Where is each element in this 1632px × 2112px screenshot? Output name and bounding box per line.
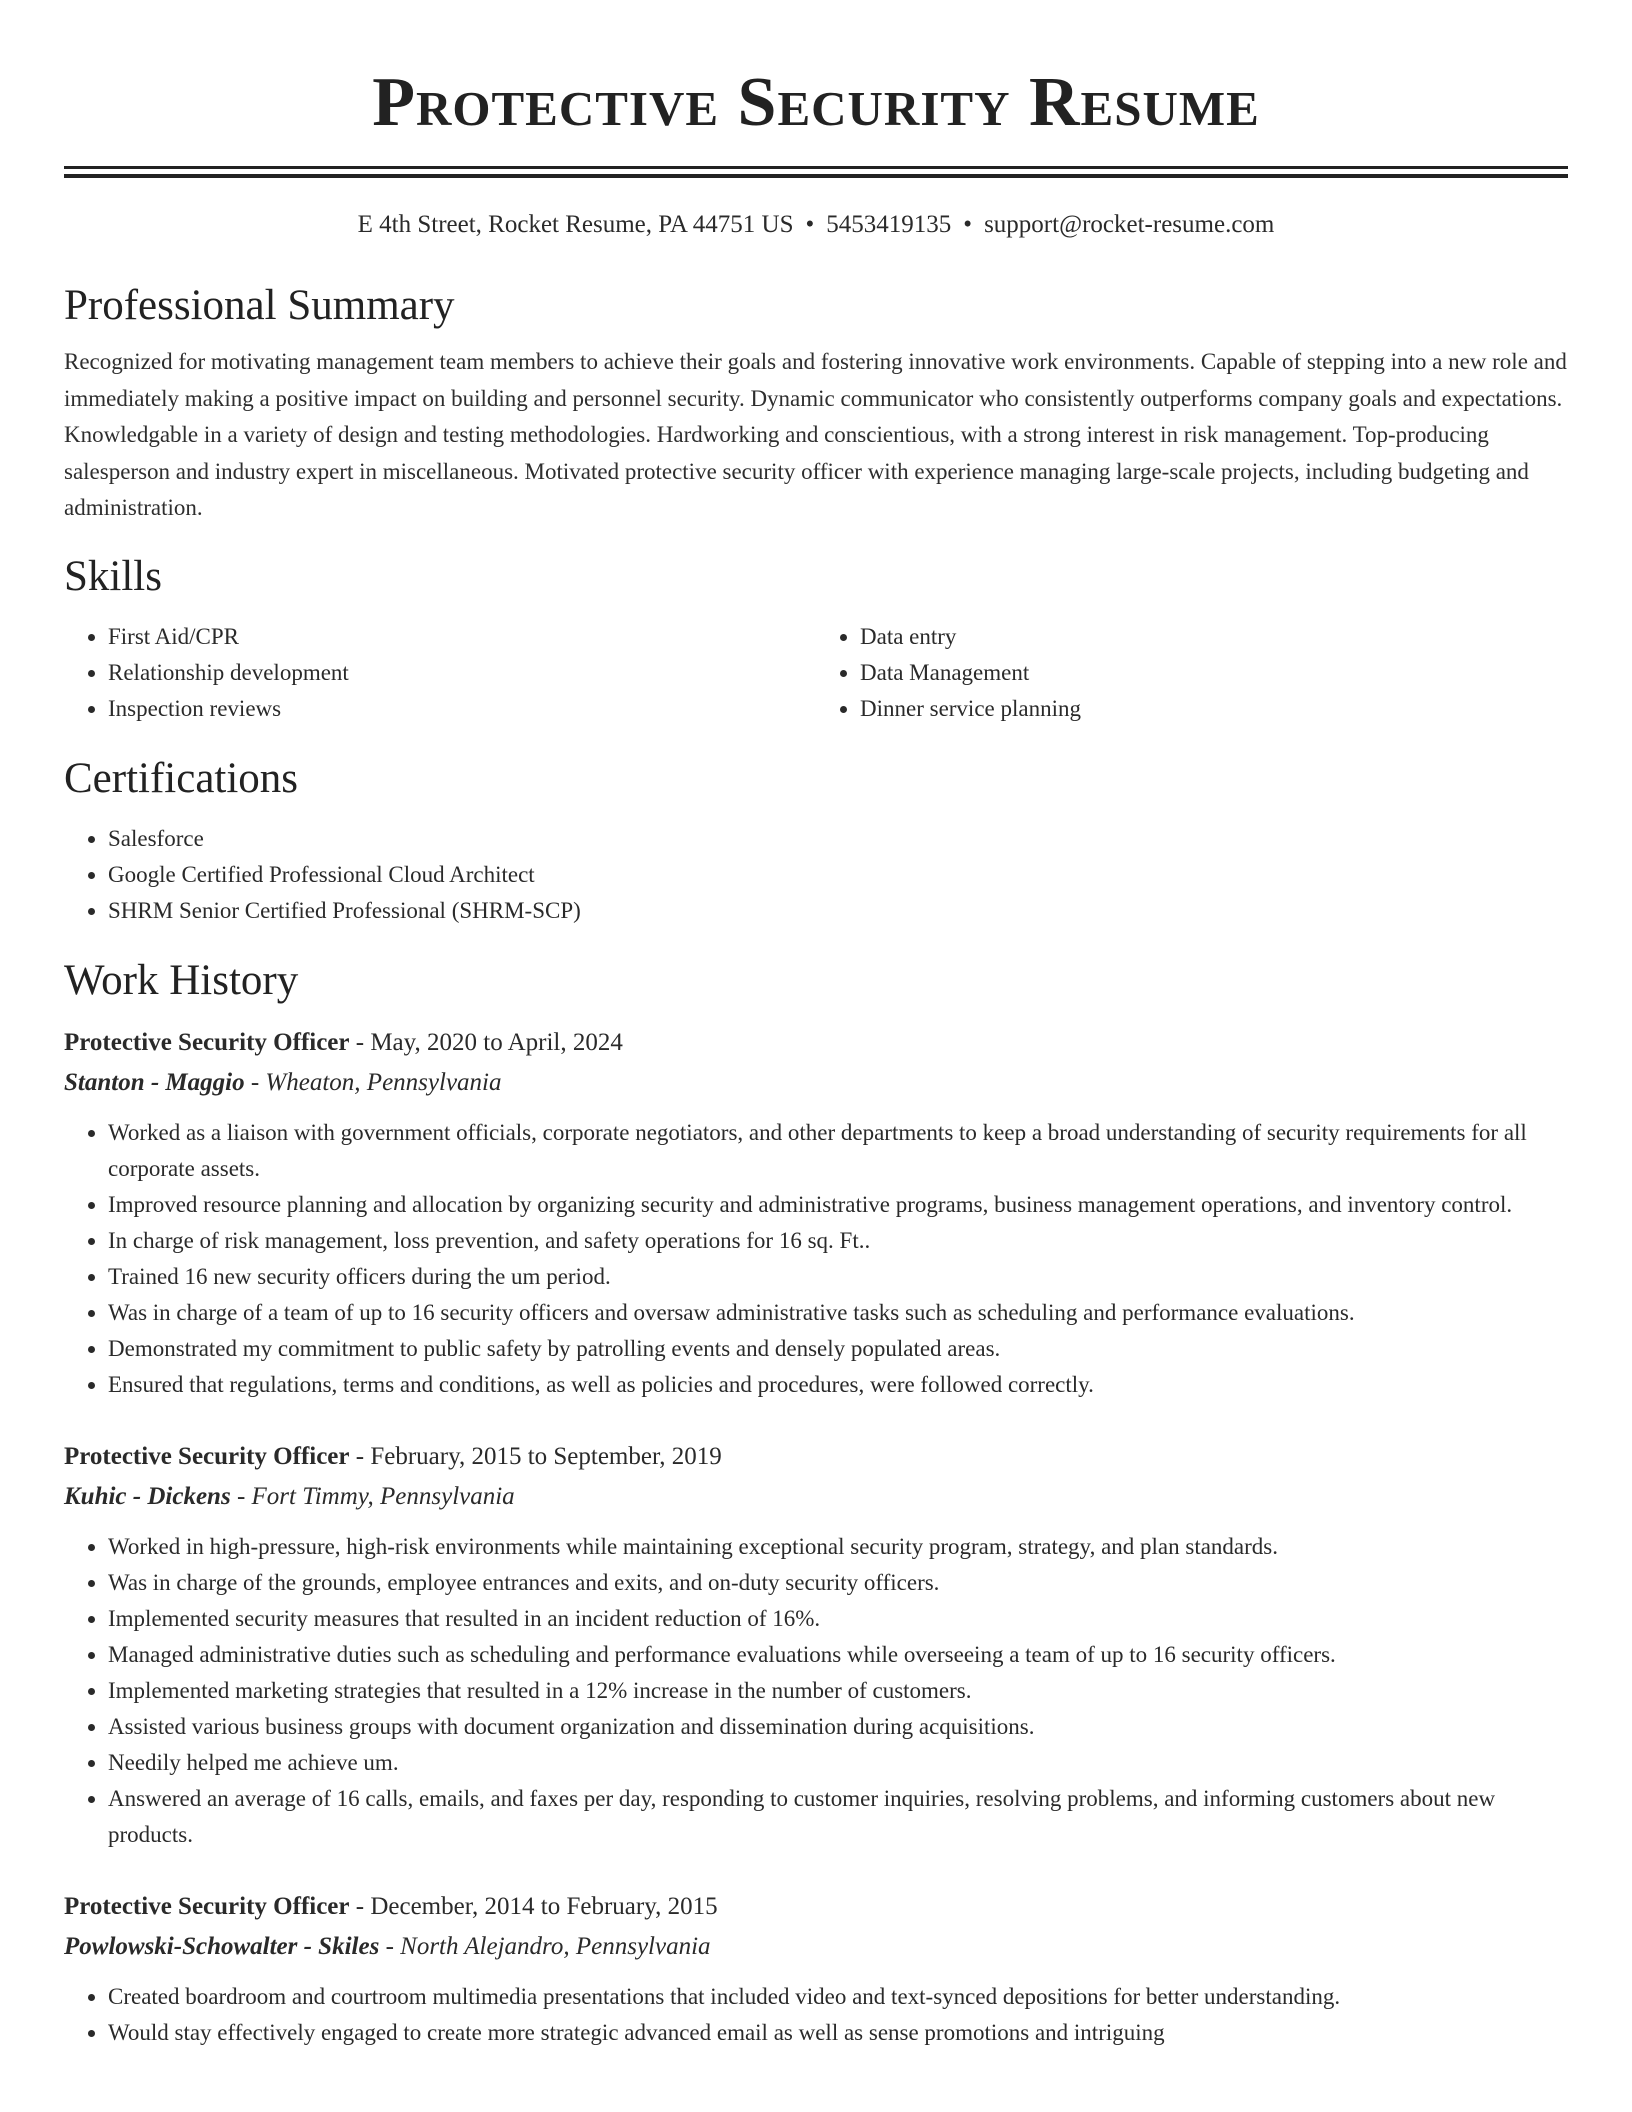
job-bullet: • Implemented marketing strategies that resulted in a 12% increase in the number of customers.: [108, 1673, 1568, 1709]
job-company-line: [64, 1477, 1568, 1517]
job-title-line: [64, 1887, 1568, 1927]
job-bullet: • Assisted various business groups with document organization and dissemination during acquisitions.: [108, 1709, 1568, 1745]
skill-item: • Dinner service planning: [860, 691, 1568, 727]
job-bullets: [64, 1115, 1568, 1403]
work-history-heading: Work History: [64, 956, 299, 1004]
job-title: Protective Security Officer: [64, 1028, 350, 1056]
job-bullet: • Needily helped me achieve um.: [108, 1745, 1568, 1781]
job-title: Protective Security Officer: [64, 1442, 350, 1470]
job-title-line: [64, 1023, 1568, 1063]
skills-list: [64, 619, 1568, 727]
job-bullet: • Improved resource planning and allocation by organizing security and administrative programs, business management operations, and inventory control.: [108, 1187, 1568, 1223]
skill-item: • Inspection reviews: [108, 691, 816, 727]
skills-column-right: [816, 619, 1568, 727]
contact-phone: 5453419135: [826, 211, 952, 238]
contact-email[interactable]: support@rocket-resume.com: [984, 211, 1275, 238]
title-divider-bottom: [64, 174, 1568, 178]
job-bullet: • Worked in high-pressure, high-risk environments while maintaining exceptional security program, strategy, and plan standards.: [108, 1529, 1568, 1565]
certification-item: • SHRM Senior Certified Professional (SHRM-SCP): [108, 893, 1568, 929]
job-bullet: • Managed administrative duties such as scheduling and performance evaluations while overseeing a team of up to 16 security officers.: [108, 1637, 1568, 1673]
job-entry: [64, 1437, 1568, 1853]
job-bullets: [64, 1529, 1568, 1853]
job-bullet: • Would stay effectively engaged to create more strategic advanced email as well as sense promotions and intriguing: [108, 2015, 1568, 2051]
job-bullet: • Was in charge of the grounds, employee entrances and exits, and on-duty security officers.: [108, 1565, 1568, 1601]
job-location: - Fort Timmy, Pennsylvania: [230, 1482, 515, 1510]
job-company-line: [64, 1063, 1568, 1103]
page-title: Protective Security Resume: [372, 64, 1260, 141]
job-company-line: [64, 1927, 1568, 1967]
contact-line: [64, 208, 1568, 242]
title-divider-top: [64, 166, 1568, 169]
job-bullet: • Worked as a liaison with government officials, corporate negotiators, and other departments to keep a broad understanding of security requirements for all corporate assets.: [108, 1115, 1568, 1187]
certification-item: • Google Certified Professional Cloud Architect: [108, 857, 1568, 893]
job-entry: [64, 1887, 1568, 2051]
resume-page: [64, 0, 1568, 2051]
contact-separator: •: [805, 211, 815, 238]
job-entry: [64, 1023, 1568, 1403]
skills-heading: Skills: [64, 552, 162, 600]
job-bullets: [64, 1979, 1568, 2051]
job-title-line: [64, 1437, 1568, 1477]
job-bullet: • In charge of risk management, loss prevention, and safety operations for 16 sq. Ft..: [108, 1223, 1568, 1259]
job-bullet: • Created boardroom and courtroom multimedia presentations that included video and text-synced depositions for better understanding.: [108, 1979, 1568, 2015]
certifications-list: [64, 821, 1568, 929]
skills-column-left: [64, 619, 816, 727]
skill-item: • Data entry: [860, 619, 1568, 655]
job-bullet: • Ensured that regulations, terms and conditions, as well as policies and procedures, were followed correctly.: [108, 1367, 1568, 1403]
contact-separator: •: [963, 211, 973, 238]
job-bullet: • Trained 16 new security officers during the um period.: [108, 1259, 1568, 1295]
job-company: Kuhic - Dickens: [64, 1482, 231, 1510]
skill-item: • Data Management: [860, 655, 1568, 691]
job-title: Protective Security Officer: [64, 1892, 350, 1920]
job-company: Stanton - Maggio: [64, 1068, 245, 1096]
certification-item: • Salesforce: [108, 821, 1568, 857]
skill-item: • Relationship development: [108, 655, 816, 691]
summary-heading: Professional Summary: [64, 282, 455, 329]
job-dates: - May, 2020 to April, 2024: [349, 1028, 623, 1056]
job-dates: - February, 2015 to September, 2019: [349, 1442, 722, 1470]
job-bullet: • Implemented security measures that resulted in an incident reduction of 16%.: [108, 1601, 1568, 1637]
job-company: Powlowski-Schowalter - Skiles: [64, 1932, 380, 1960]
certifications-heading: Certifications: [64, 754, 299, 802]
job-bullet: • Demonstrated my commitment to public safety by patrolling events and densely populated areas.: [108, 1331, 1568, 1367]
job-location: - North Alejandro, Pennsylvania: [379, 1932, 711, 1960]
job-bullet: • Was in charge of a team of up to 16 security officers and oversaw administrative tasks such as scheduling and performance evaluations.: [108, 1295, 1568, 1331]
job-bullet: • Answered an average of 16 calls, emails, and faxes per day, responding to customer inquiries, resolving problems, and informing customers about new products.: [108, 1781, 1568, 1853]
job-location: - Wheaton, Pennsylvania: [244, 1068, 502, 1096]
job-dates: - December, 2014 to February, 2015: [349, 1892, 718, 1920]
summary-text: Recognized for motivating management team members to achieve their goals and fostering innovative work environments. Capable of stepping into a new role and immediately making a positive impact on building and personnel security. Dynamic communicator who consistently outperforms company goals and expectations. Knowledgable in a variety of design and testing methodologies. Hardworking and conscientious, with a strong interest in risk management. Top-producing salesperson and industry expert in miscellaneous. Motivated protective security officer with experience managing large-scale projects, including budgeting and administration.: [64, 349, 1567, 520]
contact-address: E 4th Street, Rocket Resume, PA 44751 US: [357, 211, 794, 238]
skill-item: • First Aid/CPR: [108, 619, 816, 655]
